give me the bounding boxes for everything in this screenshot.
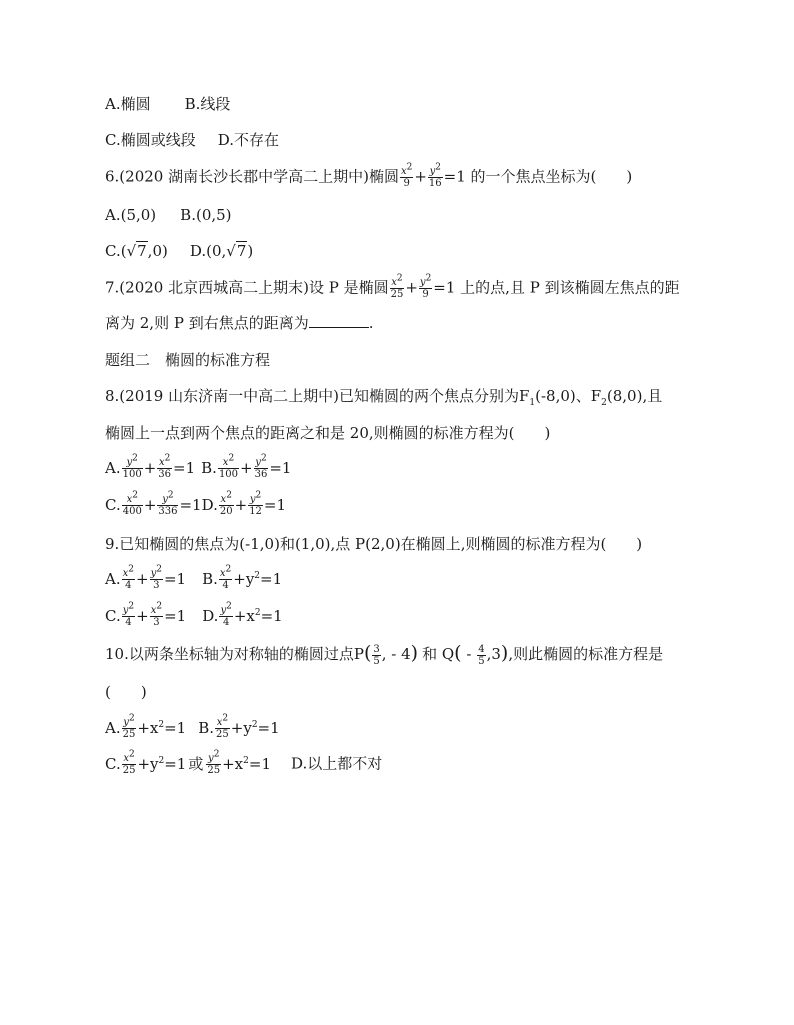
fraction-y2-over-16: $\frac{y^2}{16}$	[428, 162, 442, 189]
q8-stem: 8.(2019 山东济南一中高二上期中)已知椭圆的两个焦点分别为$F_1(-8,0)$、$F_2(8,0)$,且	[105, 387, 663, 408]
q9-stem: 9.已知椭圆的焦点为(-1,0)和(1,0),点 P(2,0)在椭圆上,则椭圆的标准方程为( )	[105, 535, 643, 553]
q7-stem: 7.(2020 北京西城高二上期末)设 P 是椭圆 $\frac{x^2}{25}$ + $\frac{y^2}{9}$ =1 上的点,且 P 到该椭圆左焦点的距	[105, 273, 680, 300]
q8-options-row1	[105, 453, 292, 480]
q7-stem-line2: 离为 2,则 P 到右焦点的距离为 .	[105, 314, 374, 332]
q9-options-row2	[105, 601, 283, 628]
q9-option-a: A. $\frac{x^2}{4}$ + $\frac{y^2}{3}$ =1	[105, 564, 187, 591]
fraction-3-over-5: $\frac{3}{5}$	[373, 643, 380, 667]
q5-option-c: C.椭圆或线段	[105, 131, 196, 149]
sqrt-7: √7	[126, 242, 147, 260]
q10-option-a: A. $\frac{y^2}{25}$ $+x^2=1$	[105, 713, 187, 740]
q5-option-d: D.不存在	[217, 131, 279, 149]
q8-stem-line2: 椭圆上一点到两个焦点的距离之和是 20,则椭圆的标准方程为( )	[105, 424, 551, 442]
q6-option-a: A.(5,0)	[105, 206, 157, 224]
fraction-4-over-5: $\frac{4}{5}$	[478, 643, 485, 667]
q6-option-c: C.(√7,0)	[105, 242, 168, 260]
fraction-x2-over-25: $\frac{x^2}{25}$	[390, 273, 404, 300]
fraction-x2-over-9: $\frac{x^2}{9}$	[400, 162, 413, 189]
q5-option-b: B.线段	[184, 95, 231, 113]
q9-options-row1	[105, 564, 283, 591]
q10-option-c: C. $\frac{x^2}{25}$ $+y^2=1$ 或 $\frac{y^2}{25}$ $+x^2=1$	[105, 749, 271, 776]
q8-option-b: B. $\frac{x^2}{100}$ + $\frac{y^2}{36}$ =1	[201, 453, 292, 480]
q6-option-b: B.(0,5)	[180, 206, 232, 224]
q5-options-row1	[105, 94, 230, 114]
answer-blank[interactable]	[309, 313, 369, 328]
q9-option-c: C. $\frac{y^2}{4}$ + $\frac{x^2}{3}$ =1	[105, 601, 187, 628]
q8-option-d: D. $\frac{x^2}{20}$ + $\frac{y^2}{12}$ =1	[201, 490, 287, 517]
q10-stem: 10.以两条坐标轴为对称轴的椭圆过点P( $\frac{3}{5}$ , - 4) 和 Q( - $\frac{4}{5}$ ,3),则此椭圆的标准方程是	[105, 642, 664, 667]
fraction-y2-over-9: $\frac{y^2}{9}$	[419, 273, 432, 300]
q8-option-c: C. $\frac{x^2}{400}$ + $\frac{y^2}{336}$ =1	[105, 490, 202, 517]
q6-option-d: D.(0,√7)	[189, 242, 254, 260]
q9-option-d: D. $\frac{y^2}{4}$ $+x^2=1$	[202, 601, 283, 628]
q10-options-row2	[105, 749, 383, 776]
q8-options-row2	[105, 490, 287, 517]
q10-option-b: B. $\frac{x^2}{25}$ $+y^2=1$	[198, 713, 280, 740]
sqrt-7: √7	[226, 242, 247, 260]
q6-options-row2	[105, 241, 253, 261]
q9-option-b: B. $\frac{x^2}{4}$ $+y^2=1$	[202, 564, 283, 591]
q5-option-a: A.椭圆	[105, 95, 151, 113]
q6-options-row1	[105, 205, 232, 225]
q8-option-a: A. $\frac{y^2}{100}$ + $\frac{x^2}{36}$ =1	[105, 453, 196, 480]
q10-option-d: D.以上都不对	[291, 754, 383, 773]
section-heading: 题组二 椭圆的标准方程	[105, 351, 271, 369]
q5-options-row2	[105, 130, 279, 150]
q6-stem: 6.(2020 湖南长沙长郡中学高二上期中)椭圆 $\frac{x^2}{9}$ + $\frac{y^2}{16}$ =1 的一个焦点坐标为( )	[105, 162, 633, 189]
q10-answer-paren: ( )	[105, 683, 147, 701]
q10-options-row1	[105, 713, 280, 740]
